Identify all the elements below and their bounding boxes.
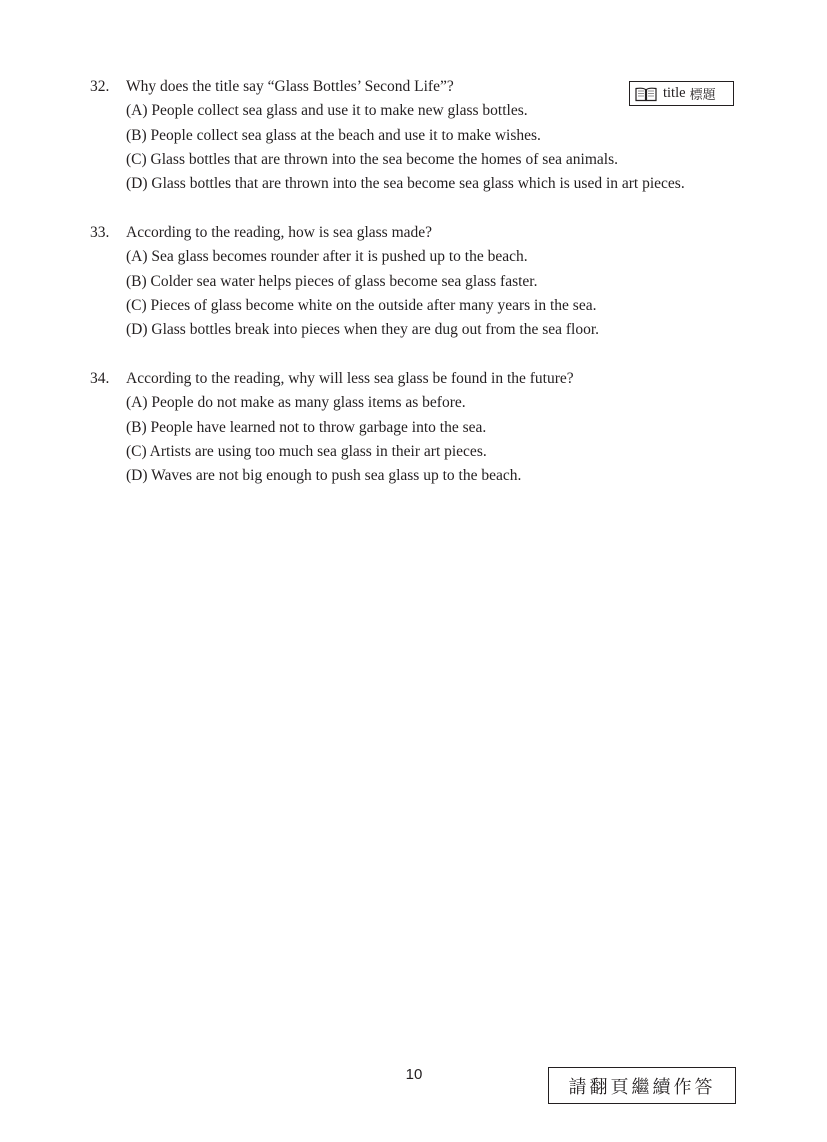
option-c: (C) Pieces of glass become white on the outside after many years in the sea. xyxy=(126,296,597,314)
option-d: (D) Glass bottles that are thrown into the sea become sea glass which is used in art pieces. xyxy=(126,175,685,193)
continue-note: 請翻頁繼續作答 xyxy=(548,1067,736,1104)
page-number: 10 xyxy=(405,1066,423,1083)
question-stem xyxy=(90,367,750,391)
option-a: (A) People collect sea glass and use it to make new glass bottles. xyxy=(126,102,528,120)
question-text: According to the reading, why will less sea glass be found in the future? xyxy=(126,370,574,387)
option-c: (C) Glass bottles that are thrown into the sea become the homes of sea animals. xyxy=(126,150,618,168)
option-b: (B) People have learned not to throw garbage into the sea. xyxy=(126,418,487,436)
option-list xyxy=(126,245,750,342)
option-d: (D) Glass bottles break into pieces when they are dug out from the sea floor. xyxy=(126,321,600,339)
option-b: (B) People collect sea glass at the beach and use it to make wishes. xyxy=(126,126,541,144)
question-text: Why does the title say “Glass Bottles’ Second Life”? xyxy=(126,78,454,95)
question-33 xyxy=(90,221,750,342)
vocab-word: title xyxy=(663,85,686,101)
question-stem xyxy=(90,221,750,245)
option-list xyxy=(126,391,750,488)
question-32 xyxy=(90,75,750,196)
question-number: 34. xyxy=(90,370,110,387)
question-text: According to the reading, how is sea glass made? xyxy=(126,224,433,241)
vocab-translation: 標題 xyxy=(689,88,716,103)
option-b: (B) Colder sea water helps pieces of glass become sea glass faster. xyxy=(126,272,538,290)
option-a: (A) Sea glass becomes rounder after it is pushed up to the beach. xyxy=(126,248,528,266)
option-a: (A) People do not make as many glass items as before. xyxy=(126,394,466,412)
question-number: 32. xyxy=(90,78,110,95)
question-stem xyxy=(90,75,750,99)
option-list xyxy=(126,99,750,196)
question-34 xyxy=(90,367,750,488)
question-number: 33. xyxy=(90,224,110,241)
option-d: (D) Waves are not big enough to push sea glass up to the beach. xyxy=(126,467,522,485)
option-c: (C) Artists are using too much sea glass in their art pieces. xyxy=(126,442,487,460)
